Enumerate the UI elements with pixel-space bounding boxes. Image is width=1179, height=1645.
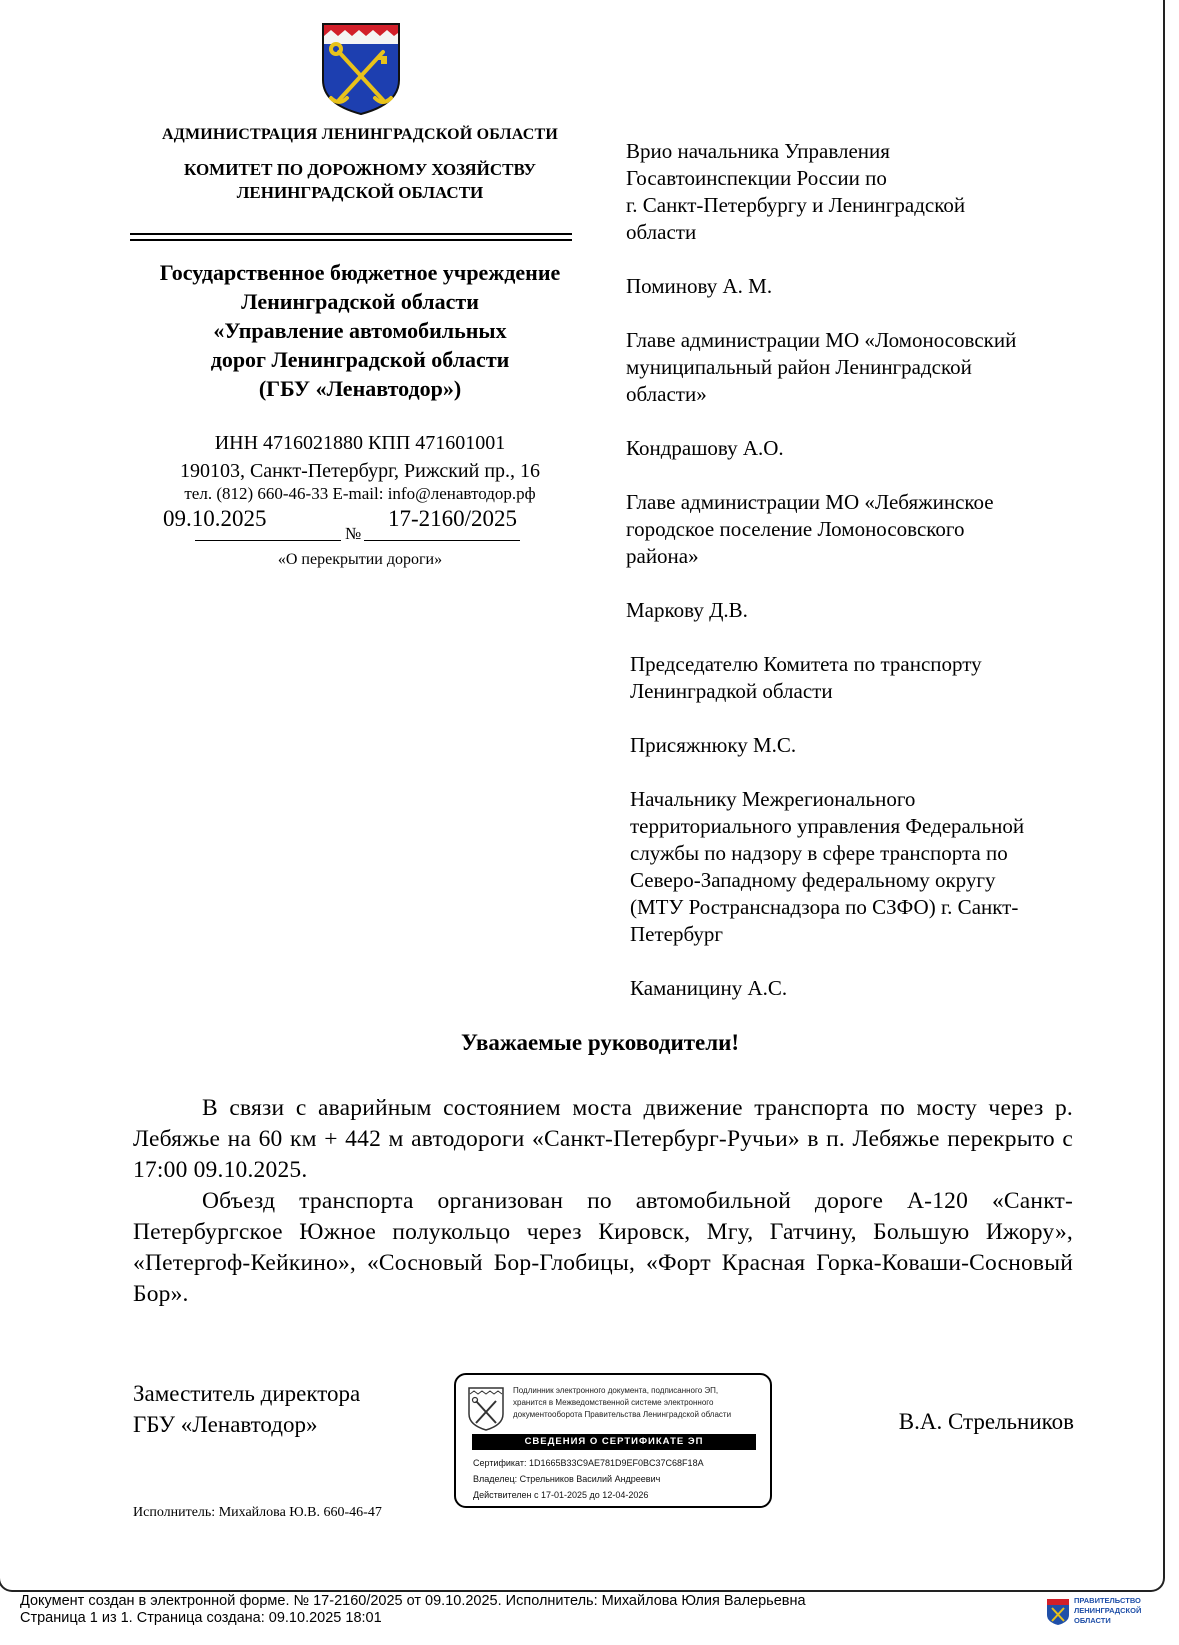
stamp-note-line: Подлинник электронного документа, подписанного ЭП,: [513, 1386, 719, 1395]
administration-title: АДМИНИСТРАЦИЯ ЛЕНИНГРАДСКОЙ ОБЛАСТИ: [162, 126, 558, 143]
signer-title-line-2: ГБУ «Ленавтодор»: [133, 1412, 318, 1437]
recipient-line: г. Санкт-Петербургу и Ленинградской: [626, 193, 966, 217]
recipient-block: [626, 786, 1086, 948]
executor: Исполнитель: Михайлова Ю.В. 660-46-47: [133, 1505, 382, 1520]
body-paragraph-1: В связи с аварийным состоянием моста движение транспорта по мосту через р. Лебяжье на 60 км + 442 м автодороги «Санкт-Петербург-Ручьи» в п. Лебяжье перекрыто с 17:00 09.10.2025.: [133, 1095, 1073, 1183]
recipient-line: Кондрашову А.О.: [626, 436, 784, 460]
organization-name: [110, 258, 610, 403]
recipient-block: [626, 975, 1086, 1002]
recipient-line: Главе администрации МО «Ломоносовский: [626, 328, 1017, 352]
inn-kpp: ИНН 4716021880 КПП 471601001: [214, 432, 506, 454]
recipient-line: Главе администрации МО «Лебяжинское: [626, 490, 994, 514]
signer-title-line-1: Заместитель директора: [133, 1381, 361, 1406]
org-line-4: дорог Ленинградской области: [210, 347, 510, 372]
recipient-line: Госавтоинспекции России по: [626, 166, 887, 190]
recipient-line: Петербург: [630, 922, 723, 946]
recipients-list: [626, 138, 1086, 1029]
recipient-line: (МТУ Ространснадзора по СЗФО) г. Санкт-: [630, 895, 1019, 919]
recipient-line: района»: [626, 544, 699, 568]
recipient-line: Врио начальника Управления: [626, 139, 890, 163]
coat-of-arms-small-icon: [468, 1387, 504, 1431]
number-underline: [364, 540, 520, 541]
recipient-line: Ленинградкой области: [630, 679, 833, 703]
contacts: тел. (812) 660-46-33 E-mail: info@ленавтодор.рф: [184, 484, 536, 503]
address: 190103, Санкт-Петербург, Рижский пр., 16: [179, 460, 541, 482]
certificate-owner: Владелец: Стрельников Василий Андреевич: [473, 1474, 661, 1484]
recipient-line: Поминову А. М.: [626, 274, 773, 298]
coat-of-arms-emblem: [321, 22, 401, 116]
stamp-note: [513, 1385, 763, 1421]
electronic-signature-stamp: [454, 1373, 772, 1508]
letter-subject: «О перекрытии дороги»: [277, 551, 443, 568]
recipient-block: [626, 273, 1086, 300]
registration-date: 09.10.2025: [163, 506, 267, 531]
org-line-5: (ГБУ «Ленавтодор»): [258, 376, 462, 401]
stamp-note-line: документооборота Правительства Ленинградской области: [513, 1410, 732, 1419]
recipient-block: [626, 651, 1086, 705]
stamp-details: [473, 1455, 704, 1503]
gov-logo-line: ЛЕНИНГРАДСКОЙ: [1074, 1606, 1142, 1615]
committee-title: [120, 158, 600, 204]
body-paragraph-2: Объезд транспорта организован по автомобильной дороге А-120 «Санкт-Петербургское Южное полукольцо через Кировск, Мгу, Гатчину, Большую Ижору», «Петергоф-Кейкино», «Сосновый Бор-Глобицы, «Форт Красная Горка-Коваши-Сосновый Бор».: [133, 1188, 1073, 1307]
footer-line-1: Документ создан в электронной форме. № 17-2160/2025 от 09.10.2025. Исполнитель: Михайлова Юлия Валерьевна: [20, 1593, 806, 1609]
recipient-block: [626, 732, 1086, 759]
header-double-rule-bottom: [130, 239, 572, 241]
requisites: [110, 429, 610, 485]
government-emblem-icon: [1046, 1598, 1070, 1626]
recipient-line: Северо-Западному федеральному округу: [630, 868, 996, 892]
recipient-block: [626, 435, 1086, 462]
recipient-line: Маркову Д.В.: [626, 598, 748, 622]
date-underline: [195, 540, 341, 541]
recipient-block: [626, 138, 1086, 246]
recipient-block: [626, 489, 1086, 570]
recipient-line: территориального управления Федеральной: [630, 814, 1025, 838]
recipient-line: Начальнику Межрегионального: [630, 787, 916, 811]
recipient-line: Каманицину А.С.: [630, 976, 788, 1000]
certificate-id: Сертификат: 1D1665B33C9AE781D9EF0BC37C68F18A: [473, 1458, 704, 1468]
government-logo-text: [1074, 1596, 1141, 1626]
footer-line-2: Страница 1 из 1. Страница создана: 09.10.2025 18:01: [20, 1610, 382, 1626]
gov-logo-line: ОБЛАСТИ: [1074, 1616, 1111, 1625]
recipient-line: городское поселение Ломоносовского: [626, 517, 965, 541]
greeting: Уважаемые руководители!: [460, 1030, 740, 1055]
stamp-certificate-header: СВЕДЕНИЯ О СЕРТИФИКАТЕ ЭП: [472, 1434, 756, 1450]
org-line-2: Ленинградской области: [241, 289, 479, 314]
gov-logo-line: ПРАВИТЕЛЬСТВО: [1074, 1596, 1141, 1605]
number-sign: №: [345, 524, 362, 543]
org-line-1: Государственное бюджетное учреждение: [159, 260, 561, 285]
registration-number: 17-2160/2025: [388, 506, 518, 531]
signer-title: [133, 1378, 360, 1440]
committee-line-2: ЛЕНИНГРАДСКОЙ ОБЛАСТИ: [236, 183, 484, 202]
stamp-note-line: хранится в Межведомственной системе электронного: [513, 1398, 714, 1407]
recipient-line: службы по надзору в сфере транспорта по: [630, 841, 1008, 865]
org-line-3: «Управление автомобильных: [213, 318, 507, 343]
recipient-line: Председателю Комитета по транспорту: [630, 652, 982, 676]
recipient-block: [626, 327, 1086, 408]
header-double-rule-top: [130, 233, 572, 235]
government-logo: [1046, 1595, 1164, 1630]
recipient-line: муниципальный район Ленинградской: [626, 355, 972, 379]
recipient-line: области: [626, 220, 697, 244]
signer-name: В.А. Стрельников: [898, 1409, 1074, 1434]
recipient-line: Присяжнюку М.С.: [630, 733, 797, 757]
certificate-validity: Действителен с 17-01-2025 до 12-04-2026: [473, 1490, 649, 1500]
committee-line-1: КОМИТЕТ ПО ДОРОЖНОМУ ХОЗЯЙСТВУ: [184, 160, 536, 179]
letter-body: [133, 1093, 1073, 1310]
recipient-line: области»: [626, 382, 707, 406]
recipient-block: [626, 597, 1086, 624]
document-footer: [20, 1593, 806, 1627]
